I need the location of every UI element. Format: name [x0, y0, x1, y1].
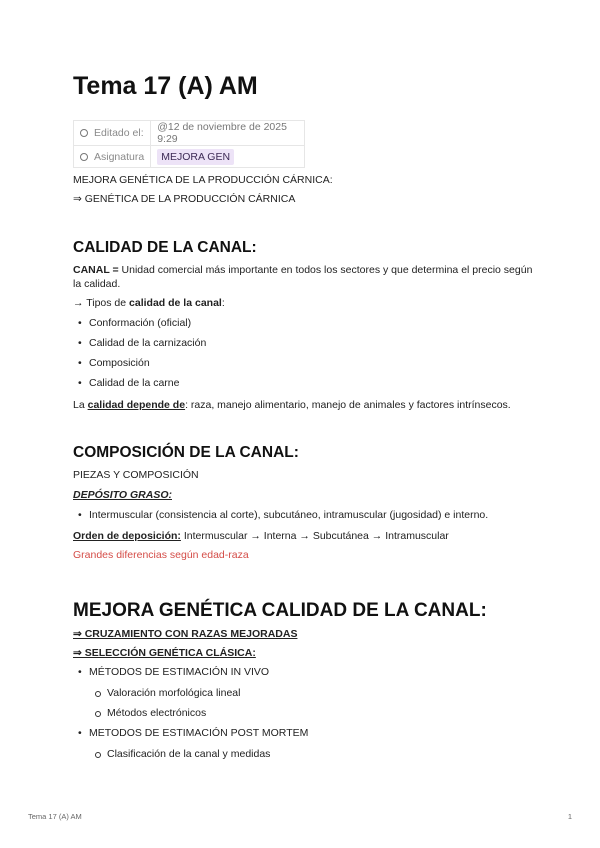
tipos-bold: calidad de la canal — [129, 297, 222, 309]
orden-text: Intermuscular → Interna → Subcutánea → Intramuscular — [180, 530, 449, 542]
cruzamiento-line: ⇒ CRUZAMIENTO CON RAZAS MEJORADAS — [73, 628, 298, 640]
list-item: • Calidad de la carnización — [89, 337, 206, 349]
section-heading-composicion: COMPOSICIÓN DE LA CANAL: — [73, 444, 299, 461]
intro-line-1: MEJORA GENÉTICA DE LA PRODUCCIÓN CÁRNICA: — [73, 174, 333, 186]
tipos-suffix: : — [221, 297, 225, 309]
diferencias-note: Grandes diferencias según edad-raza — [73, 549, 249, 561]
property-row-subject — [74, 146, 305, 168]
properties-table — [73, 120, 305, 168]
property-row-edited — [74, 121, 305, 146]
tipos-line — [73, 296, 225, 310]
subject-label: Asignatura — [94, 150, 145, 163]
list-item: • Conformación (oficial) — [89, 317, 191, 329]
piezas-line: PIEZAS Y COMPOSICIÓN — [73, 469, 199, 481]
depende-prefix: La — [73, 399, 88, 411]
select-icon — [80, 153, 88, 161]
depende-line — [73, 398, 511, 412]
sub-list-item: Valoración morfológica lineal — [107, 687, 241, 699]
section-heading-mejora: MEJORA GENÉTICA CALIDAD DE LA CANAL: — [73, 600, 487, 621]
canal-definition — [73, 263, 533, 291]
sub-list-item: Métodos electrónicos — [107, 707, 207, 719]
list-item: • Calidad de la carne — [89, 377, 179, 389]
subject-tag[interactable]: MEJORA GEN — [157, 149, 234, 165]
depende-suffix: : raza, manejo alimentario, manejo de animales y factores intrínsecos. — [185, 399, 511, 411]
deposito-graso: DEPÓSITO GRASO: — [73, 489, 172, 501]
depende-bold: calidad depende de — [87, 399, 186, 411]
list-item: • METODOS DE ESTIMACIÓN POST MORTEM — [89, 727, 308, 739]
clock-icon — [80, 129, 88, 137]
list-item: • Composición — [89, 357, 150, 369]
canal-text-1: Unidad comercial más importante en todos los sectores y que determina el precio según — [118, 264, 533, 276]
canal-term: CANAL = — [73, 264, 119, 276]
footer-title: Tema 17 (A) AM — [28, 812, 82, 821]
canal-text-2: la calidad. — [73, 278, 121, 290]
list-item: • MÉTODOS DE ESTIMACIÓN IN VIVO — [89, 666, 269, 678]
list-item: • Intermuscular (consistencia al corte), subcutáneo, intramuscular (jugosidad) e interno. — [89, 509, 488, 521]
intro-line-2: ⇒ GENÉTICA DE LA PRODUCCIÓN CÁRNICA — [73, 193, 296, 205]
tipos-prefix: → Tipos de — [73, 297, 130, 309]
page-number: 1 — [567, 812, 572, 821]
page-title: Tema 17 (A) AM — [73, 72, 258, 100]
orden-label: Orden de deposición: — [73, 530, 181, 542]
edited-label: Editado el: — [94, 127, 144, 139]
sub-list-item: Clasificación de la canal y medidas — [107, 748, 271, 760]
section-heading-calidad: CALIDAD DE LA CANAL: — [73, 239, 257, 256]
edited-value: @12 de noviembre de 2025 9:29 — [151, 121, 305, 146]
seleccion-line: ⇒ SELECCIÓN GENÉTICA CLÁSICA: — [73, 647, 256, 659]
orden-line — [73, 529, 449, 543]
